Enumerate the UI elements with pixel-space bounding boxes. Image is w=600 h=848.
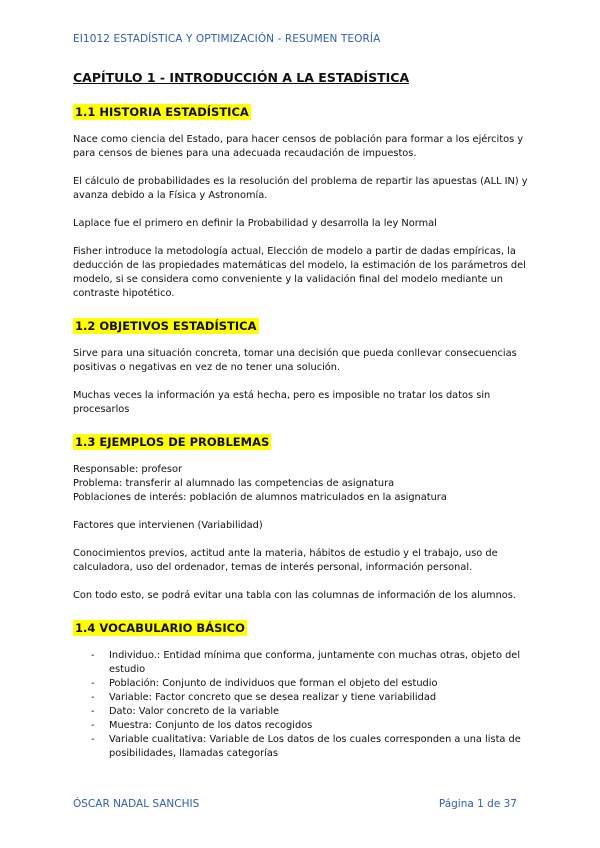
paragraph: Conocimientos previos, actitud ante la materia, hábitos de estudio y el trabajo, uso de calculadora, uso del ordenador, temas de interés personal, información personal. [73, 548, 498, 573]
text-line: Responsable: profesor [73, 464, 183, 475]
dash-bullet: - [91, 720, 95, 731]
dash-bullet: - [91, 734, 95, 745]
text-line: Problema: transferir al alumnado las competencias de asignatura [73, 478, 395, 489]
dash-bullet: - [91, 692, 95, 703]
chapter-title: CAPÍTULO 1 - INTRODUCCIÓN A LA ESTADÍSTICA [73, 70, 410, 85]
paragraph: Nace como ciencia del Estado, para hacer censos de población para formar a los ejércitos y para censos de bienes para una adecuada recaudación de impuestos. [73, 134, 524, 159]
paragraph: El cálculo de probabilidades es la resolución del problema de repartir las apuestas (ALL IN) y avanza debido a la Física y Astronomía. [73, 176, 528, 201]
list-item-text: Variable cualitativa: Variable de Los datos de los cuales corresponden a una lista de posibilidades, llamadas categorías [109, 734, 521, 759]
list-item [91, 677, 533, 691]
section-ejemplos [73, 431, 533, 603]
paragraph: Fisher introduce la metodología actual, Elección de modelo a partir de dadas empíricas, la deducción de las propiedades matemáticas del modelo, la estimación de los parámetros del modelo, si se considera como conveniente y la validación final del modelo mediante un contraste hipotético. [73, 246, 526, 299]
page-header: EI1012 ESTADÍSTICA Y OPTIMIZACIÓN - RESUMEN TEORÍA [73, 33, 381, 45]
paragraph: Factores que intervienen (Variabilidad) [73, 520, 263, 531]
section-objetivos [73, 315, 533, 417]
list-item [91, 649, 533, 677]
document-body [73, 70, 533, 761]
list-item-text: Población: Conjunto de individuos que forman el objeto del estudio [109, 678, 438, 689]
dash-bullet: - [91, 678, 95, 689]
list-item [91, 691, 533, 705]
text-line: Poblaciones de interés: población de alumnos matriculados en la asignatura [73, 492, 447, 503]
section-title: 1.1 HISTORIA ESTADÍSTICA [75, 105, 249, 119]
footer-author: ÓSCAR NADAL SANCHIS [73, 798, 200, 810]
paragraph: Con todo esto, se podrá evitar una tabla con las columnas de información de los alumnos. [73, 590, 516, 601]
paragraph: Laplace fue el primero en definir la Probabilidad y desarrolla la ley Normal [73, 218, 437, 229]
dash-bullet: - [91, 650, 95, 661]
list-item-text: Individuo.: Entidad mínima que conforma, juntamente con muchas otras, objeto del estudio [109, 650, 521, 675]
list-item [91, 733, 533, 761]
vocabulary-list [73, 649, 533, 761]
dash-bullet: - [91, 706, 95, 717]
list-item [91, 705, 533, 719]
section-title: 1.3 EJEMPLOS DE PROBLEMAS [75, 435, 270, 449]
list-item [91, 719, 533, 733]
list-item-text: Variable: Factor concreto que se desea realizar y tiene variabilidad [109, 692, 437, 703]
section-vocabulario [73, 617, 533, 761]
paragraph: Muchas veces la información ya está hecha, pero es imposible no tratar los datos sin procesarlos [73, 390, 491, 415]
section-historia [73, 101, 533, 301]
section-title: 1.4 VOCABULARIO BÁSICO [75, 621, 245, 635]
paragraph: Sirve para una situación concreta, tomar una decisión que pueda conllevar consecuencias positivas o negativas en vez de no tener una solución. [73, 348, 517, 373]
page-number: Página 1 de 37 [438, 798, 517, 810]
section-title: 1.2 OBJETIVOS ESTADÍSTICA [75, 319, 257, 333]
list-item-text: Muestra: Conjunto de los datos recogidos [109, 720, 313, 731]
list-item-text: Dato: Valor concreto de la variable [109, 706, 280, 717]
